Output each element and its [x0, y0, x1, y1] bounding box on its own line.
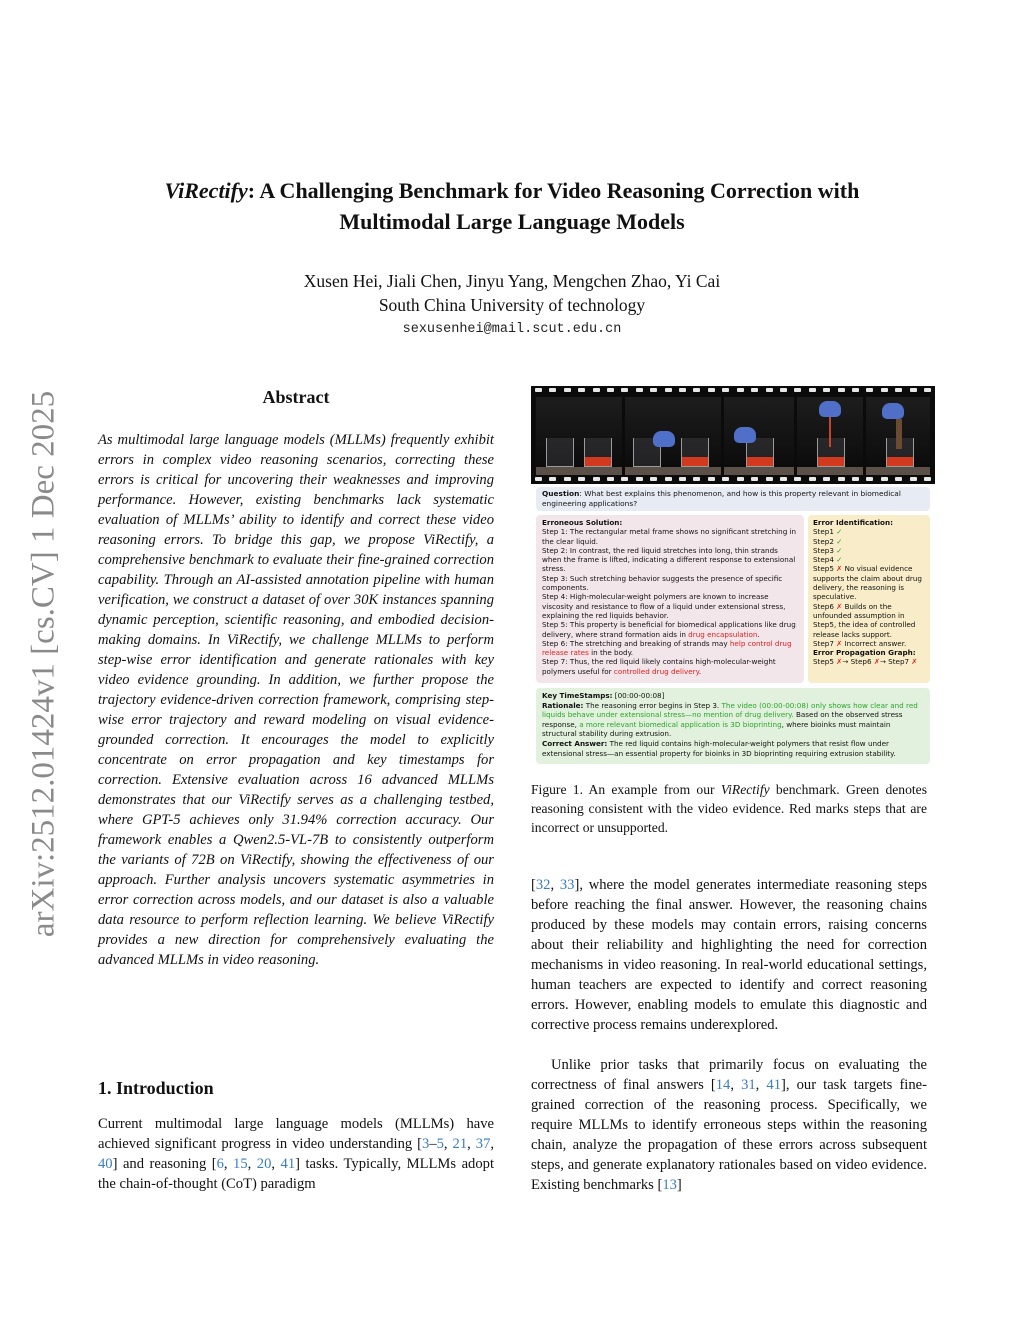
- text-run: ,: [247, 1156, 257, 1172]
- identification-step: [813, 639, 925, 648]
- text-run: Step5: [813, 564, 834, 574]
- text-run: Step2: [813, 536, 834, 546]
- text-run: Step6: [813, 601, 834, 611]
- text-run: ]: [676, 1177, 682, 1193]
- text-run: Key TimeStamps:: [542, 691, 613, 700]
- text-run: [: [531, 877, 536, 893]
- text-run: ,: [490, 1136, 495, 1152]
- citation-link[interactable]: 33: [559, 877, 575, 893]
- error-highlight: help control drug release rates: [542, 638, 792, 658]
- evidence-highlight: a more relevant biomedical application is 3D bioprinting: [579, 719, 782, 729]
- cross-icon: ✗: [836, 601, 843, 611]
- cross-icon: ✗: [836, 657, 843, 667]
- figure-caption: [531, 780, 927, 837]
- identification-title: Error Identification:: [813, 518, 893, 527]
- figure-1: [531, 386, 935, 768]
- text-run: benchmark. Green denotes reasoning consistent with the video evidence. Red marks steps that are incorrect or unsupported.: [531, 782, 928, 835]
- identification-step: [813, 546, 925, 555]
- citation-link[interactable]: 15: [233, 1156, 248, 1172]
- cross-icon: ✗: [836, 564, 843, 574]
- video-frame: [625, 397, 721, 475]
- video-frame: [724, 397, 794, 475]
- text-run: .: [757, 629, 760, 639]
- text-run: ,: [223, 1156, 234, 1172]
- text-run: Step4: [813, 555, 834, 565]
- citation-link[interactable]: 20: [256, 1156, 272, 1172]
- text-run: Step6: [848, 657, 874, 667]
- text-run: Current multimodal large language models (MLLMs) have achieved significant progress in video understanding [: [98, 1116, 494, 1152]
- abstract-body: As multimodal large language models (MLLMs) frequently exhibit errors in complex video reasoning scenarios, correcting these errors is critical for uncovering their weaknesses and improving performance. However, existing benchmarks lack systematic evaluation of MLLMs’ ability to identify and correct these video reasoning errors. To bridge this gap, we propose ViRectify, a comprehensive benchmark to evaluate their fine-grained correction capability. Through an AI-assisted annotation pipeline with human verification, we construct a dataset of over 30K instances spanning dynamic perception, scientific reasoning, and embodied decision-making domains. In ViRectify, we challenge MLLMs to perform step-wise error identification and generate rationales with key video evidence grounding. In addition, we further propose the trajectory evidence-driven correction framework, comprising step-wise error trajectory and reward modeling on visual evidence-grounded correction. It encourages the model to explicitly concentrate on error propagation and key timestamps for correction. Extensive evaluation across 16 advanced MLLMs demonstrates that our ViRectify serves as a challenging testbed, where GPT-5 achieves only 31.94% correction accuracy. Our framework enables a Qwen2.5-VL-7B to consistently outperform the variants of 72B on ViRectify, showing the effectiveness of our approach. Further analysis uncovers systematic asymmetries in error correction across models, and our dataset is also a valuable data resource to perform reflection learning. We believe ViRectify provides a new direction for comprehensively evaluating the advanced MLLMs in video reasoning.: [98, 432, 494, 968]
- check-icon: ✓: [836, 536, 843, 546]
- check-icon: ✓: [836, 555, 843, 565]
- body-paragraph: [531, 1055, 927, 1195]
- citation-link[interactable]: 13: [662, 1177, 677, 1193]
- text-run: Correct Answer:: [542, 738, 608, 748]
- text-run: The red liquid contains high-molecular-weight polymers that resist flow under extensional stress—an essential property for bioinks in 3D bioprinting requiring extrusion stability.: [542, 738, 896, 758]
- evidence-highlight: The video (00:00-00:08) only shows how clear and red liquids behave under extensional stress—no mention of drug delivery.: [542, 700, 918, 720]
- video-frame: [797, 397, 863, 475]
- text-run: Step7: [885, 657, 912, 667]
- solution-step: [542, 620, 798, 639]
- title-line2: Multimodal Large Language Models: [339, 209, 685, 234]
- question-text: : What best explains this phenomenon, and how is this property relevant in biomedical engineering applications?: [542, 489, 901, 508]
- author-email: sexusenhei@mail.scut.edu.cn: [402, 322, 622, 337]
- identification-step: [813, 555, 925, 564]
- citation-link[interactable]: 37: [475, 1136, 491, 1152]
- correct-answer: [542, 739, 924, 758]
- text-run: Step3: [813, 545, 834, 555]
- citation-link[interactable]: 14: [715, 1077, 731, 1093]
- arxiv-identifier: arXiv:2512.01424v1 [cs.CV] 1 Dec 2025: [25, 390, 62, 938]
- arrow-icon: →: [842, 657, 849, 667]
- error-highlight: controlled drug delivery: [613, 666, 699, 676]
- text-run: Figure 1. An example from our: [531, 782, 721, 797]
- key-timestamps: [542, 691, 924, 701]
- citation-link[interactable]: 6: [216, 1156, 224, 1172]
- question-label: Question: [542, 489, 580, 498]
- erroneous-solution-box: [536, 515, 804, 683]
- identification-step: [813, 537, 925, 546]
- identification-step: [813, 564, 925, 601]
- arrow-icon: →: [879, 657, 886, 667]
- sprocket-row-top: [535, 388, 931, 393]
- solution-step: Step 1: The rectangular metal frame shows no significant stretching in the clear liquid.: [542, 527, 797, 546]
- text-run: ], our task targets fine-grained correction of the reasoning process. Specifically, we require MLLMs to identify erroneous steps within the reasoning chain, analyze the propagation of these errors across subsequent steps, and generate explanatory rationales based on video evidence. Existing benchmarks [: [531, 1077, 927, 1193]
- rationale-text: [542, 701, 924, 739]
- check-icon: ✓: [836, 545, 843, 555]
- text-run: Step1: [813, 527, 834, 537]
- citation-link[interactable]: 31: [741, 1077, 756, 1093]
- affiliation: South China University of technology: [378, 295, 646, 315]
- solution-step: [542, 639, 798, 658]
- citation-link[interactable]: 21: [452, 1136, 468, 1152]
- intro-paragraph: [98, 1114, 494, 1194]
- cross-icon: ✗: [911, 657, 918, 667]
- video-filmstrip: [531, 386, 935, 484]
- text-run: No visual evidence supports the claim about drug delivery, the reasoning is speculative.: [813, 564, 922, 602]
- video-frame: [866, 397, 930, 475]
- text-run: Rationale:: [542, 700, 584, 710]
- title-benchmark-name: ViRectify: [164, 178, 248, 203]
- text-run: ], where the model generates intermediate reasoning steps before reaching the final answer. However, the reasoning chains produced by these models may contain errors, raising concerns about their reliability and highlighting the need for correction mechanisms in video reasoning. In real-world educational settings, human teachers are expected to identify and correct reasoning errors. However, enabling models to emulate this diagnostic and corrective process remains underexplored.: [531, 877, 927, 1033]
- paper-title: [100, 175, 924, 237]
- text-run: ,: [271, 1156, 281, 1172]
- propagation-graph: [813, 657, 925, 666]
- text-run: , where bioinks must maintain structural stability during extrusion.: [542, 719, 891, 739]
- text-run: .: [698, 666, 702, 676]
- text-run: ,: [443, 1136, 453, 1152]
- text-run: Incorrect answer.: [842, 638, 907, 648]
- citation-link[interactable]: 40: [98, 1156, 113, 1172]
- question-box: [536, 487, 930, 511]
- text-run: ,: [550, 877, 560, 893]
- text-run: Step 5: This property is beneficial for biomedical applications like drug delivery, where strand formation aids in: [542, 620, 796, 639]
- video-frame: [536, 397, 622, 475]
- title-line1-rest: : A Challenging Benchmark for Video Reasoning Correction with: [247, 178, 860, 203]
- citation-link[interactable]: 41: [766, 1077, 781, 1093]
- author-list: Xusen Hei, Jiali Chen, Jinyu Yang, Mengchen Zhao, Yi Cai: [303, 271, 721, 291]
- rationale-box: [536, 688, 930, 764]
- text-run: ] and reasoning [: [112, 1156, 217, 1172]
- section-heading-introduction: 1. Introduction: [98, 1078, 214, 1098]
- identification-step: [813, 527, 925, 536]
- cross-icon: ✗: [836, 638, 843, 648]
- text-run: ,: [755, 1077, 767, 1093]
- identification-step: [813, 602, 925, 639]
- check-icon: ✓: [836, 527, 843, 537]
- text-run: Step7: [813, 638, 834, 648]
- text-run: ,: [730, 1077, 742, 1093]
- text-run: ,: [467, 1136, 476, 1152]
- solution-step: [542, 657, 798, 676]
- solution-step: Step 4: High-molecular-weight polymers are known to increase viscosity and resistance to flow of a liquid under extensional stress, explaining the red liquids behavior.: [542, 592, 786, 620]
- text-run: The reasoning error begins in Step 3.: [583, 700, 722, 710]
- error-identification-box: [808, 515, 930, 683]
- solution-step: Step 3: Such stretching behavior suggests the presence of specific components.: [542, 573, 783, 593]
- text-run: Step5: [813, 657, 837, 667]
- text-run: in the body.: [588, 648, 634, 658]
- solution-step: Step 2: In contrast, the red liquid stretches into long, thin strands when the frame is lifted, indicating a different response to extensional stress.: [542, 545, 796, 574]
- cross-icon: ✗: [873, 657, 880, 667]
- propagation-title: Error Propagation Graph:: [813, 648, 916, 658]
- text-run: Step 7: Thus, the red liquid likely contains high-molecular-weight polymers useful for: [542, 657, 776, 676]
- citation-link[interactable]: 5: [436, 1136, 444, 1152]
- text-run: ] tasks. Typically, MLLMs adopt the chain-of-thought (CoT) paradigm: [98, 1156, 494, 1192]
- sprocket-row-bottom: [535, 477, 931, 482]
- citation-link[interactable]: 32: [535, 877, 551, 893]
- citation-link[interactable]: 3: [422, 1136, 430, 1152]
- error-highlight: drug encapsulation: [688, 629, 758, 639]
- text-run: [00:00-00:08]: [612, 691, 665, 700]
- text-run: ViRectify: [720, 782, 770, 797]
- text-run: Unlike prior tasks that primarily focus on evaluating the correctness of final answers [: [531, 1057, 927, 1093]
- text-run: Step 6: The stretching and breaking of strands may: [542, 638, 730, 648]
- abstract-heading: Abstract: [262, 387, 330, 407]
- citation-link[interactable]: 41: [280, 1156, 296, 1172]
- body-paragraph: [531, 875, 927, 1035]
- solution-title: Erroneous Solution:: [542, 518, 623, 527]
- text-run: Based on the observed stress response,: [542, 710, 903, 729]
- text-run: –: [429, 1136, 437, 1152]
- text-run: Builds on the unfounded assumption in Step5, the idea of controlled release lacks support.: [813, 601, 916, 639]
